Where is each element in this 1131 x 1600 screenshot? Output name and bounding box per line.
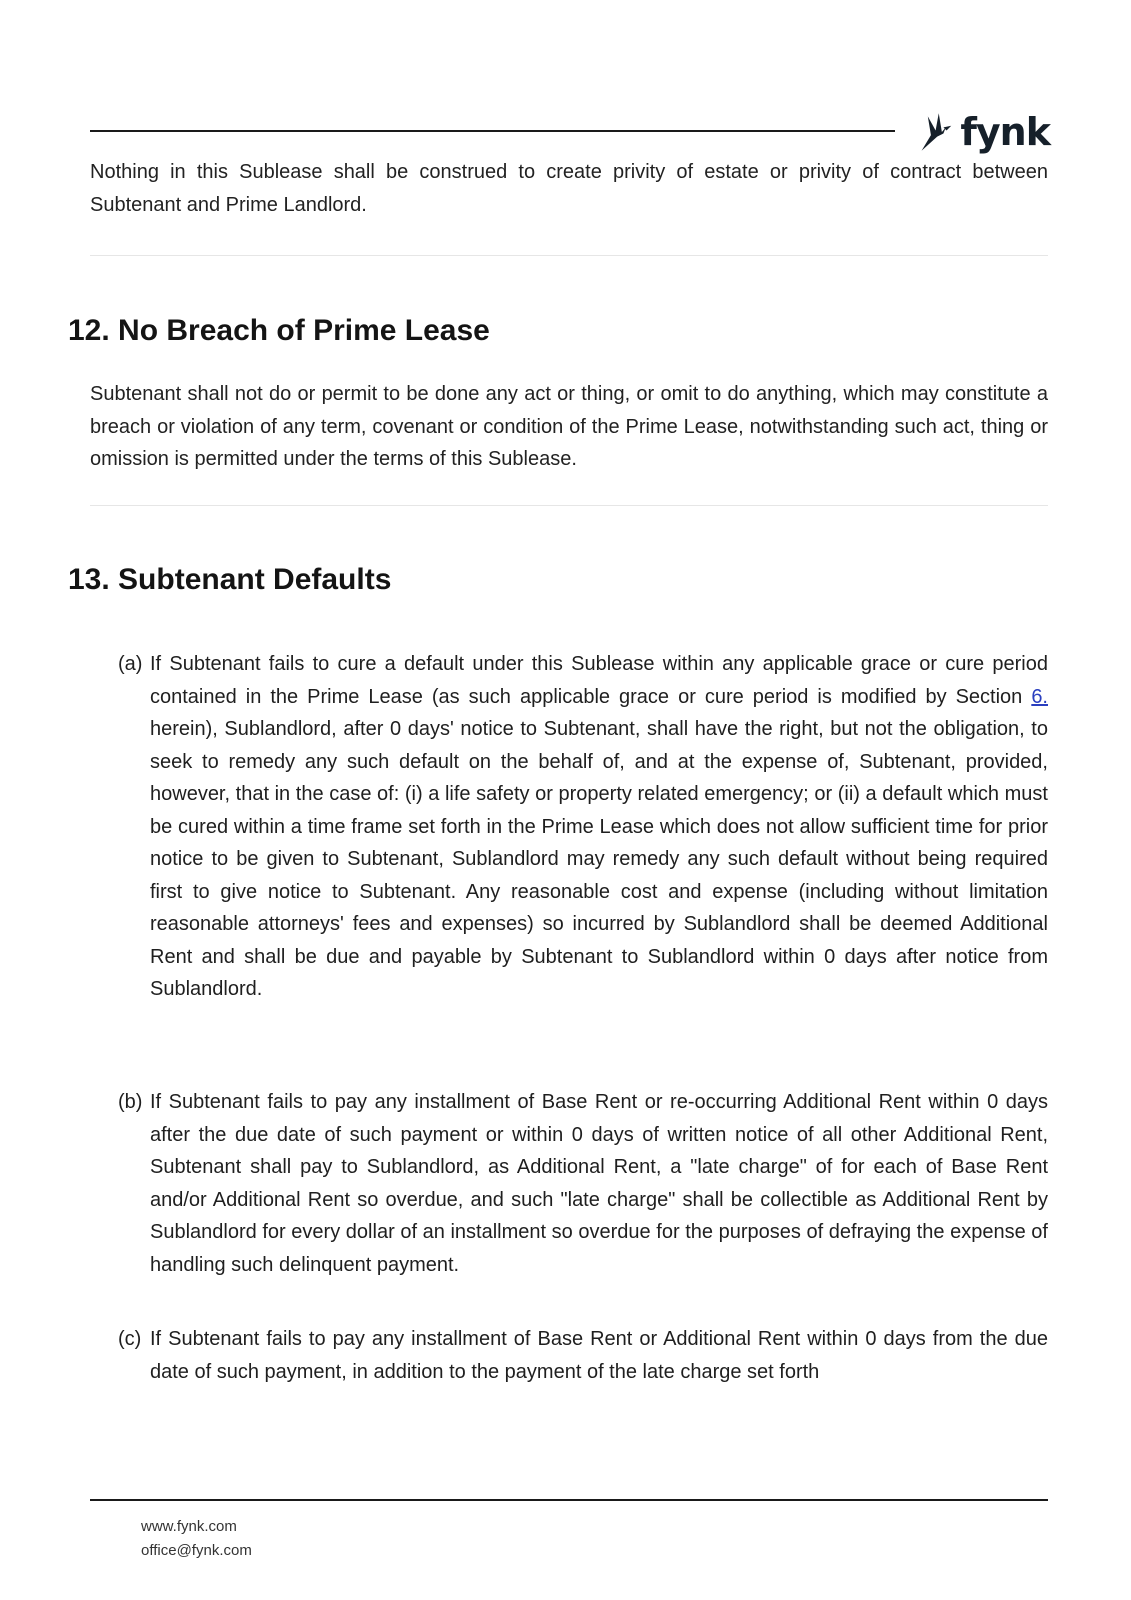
list-item-text: If Subtenant fails to cure a default under this Sublease within any applicable grace or cure period contained in the Prime Lease (as such applicable grace or cure period is modified by Section 6. herein), Sublandlord, after 0 days' notice to Subtenant, shall have the right, but not the obligation, to seek to remedy any such default on the behalf of, and at the expense of, Subtenant, provided, however, that in the case of: (i) a life safety or property related emergency; or (ii) a default which must be cured within a time frame set forth in the Prime Lease which does not allow sufficient time for prior notice to be given to Subtenant, Sublandlord may remedy any such default without being required first to give notice to Subtenant. Any reasonable cost and expense (including without limitation reasonable attorneys' fees and expenses) so incurred by Sublandlord shall be deemed Additional Rent and shall be due and payable by Subtenant to Sublandlord within 0 days after notice from Sublandlord. xyxy=(150,653,1048,1000)
intro-paragraph: Nothing in this Sublease shall be construed to create privity of estate or privity of contract between Subtenant and Prime Landlord. xyxy=(90,161,1048,216)
fynk-bird-icon xyxy=(920,106,954,158)
brand-name: fynk xyxy=(960,110,1050,154)
section-divider xyxy=(90,505,1048,506)
header-rule xyxy=(90,130,895,132)
list-marker: (c) xyxy=(118,1328,142,1350)
section-divider xyxy=(90,255,1048,256)
footer-email[interactable]: office@fynk.com xyxy=(141,1542,252,1559)
list-marker: (b) xyxy=(118,1091,143,1113)
section-13-heading: 13. Subtenant Defaults xyxy=(68,563,392,596)
section-6-link[interactable]: 6. xyxy=(1031,685,1048,708)
list-item xyxy=(118,1323,1048,1388)
list-item xyxy=(118,648,1048,1006)
list-item xyxy=(118,1086,1048,1281)
list-marker: (a) xyxy=(118,653,143,675)
footer-website[interactable]: www.fynk.com xyxy=(141,1518,237,1535)
section-12-heading: 12. No Breach of Prime Lease xyxy=(68,314,490,347)
list-item-text: If Subtenant fails to pay any installment of Base Rent or Additional Rent within 0 days from the due date of such payment, in addition to the payment of the late charge set forth xyxy=(150,1328,1048,1383)
section-12-body: Subtenant shall not do or permit to be done any act or thing, or omit to do anything, which may constitute a breach or violation of any term, covenant or condition of the Prime Lease, notwithstanding such act, thing or omission is permitted under the terms of this Sublease. xyxy=(90,383,1048,470)
brand-logo xyxy=(920,104,1050,160)
footer-rule xyxy=(90,1499,1048,1501)
list-item-text: If Subtenant fails to pay any installment of Base Rent or re-occurring Additional Rent within 0 days after the due date of such payment or within 0 days of written notice of all other Additional Rent, Subtenant shall pay to Sublandlord, as Additional Rent, a "late charge" of for each of Base Rent and/or Additional Rent so overdue, and such "late charge" shall be collectible as Additional Rent by Sublandlord for every dollar of an installment so overdue for the purposes of defraying the expense of handling such delinquent payment. xyxy=(150,1091,1048,1276)
